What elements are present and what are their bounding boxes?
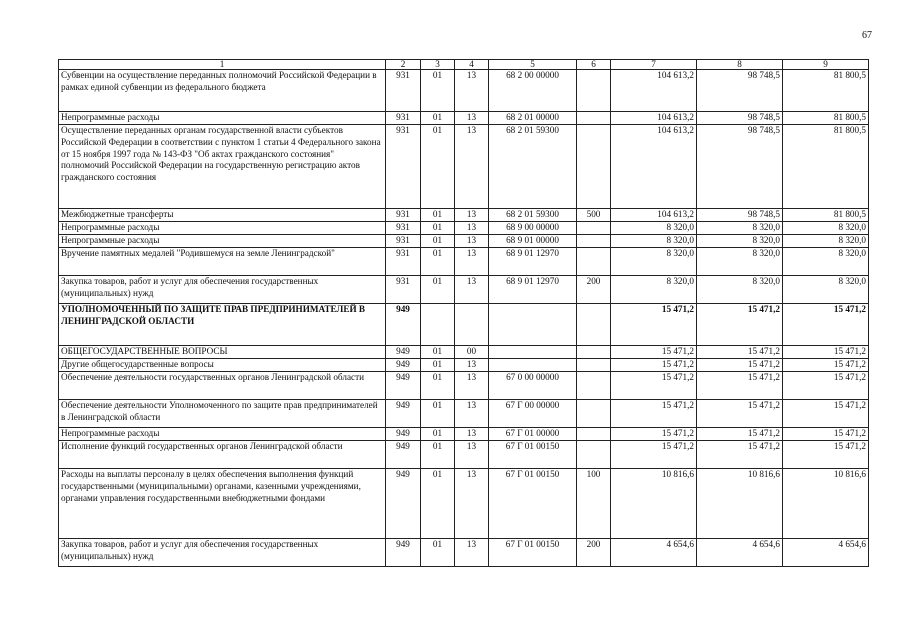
row-name-cell: Осуществление переданных органам государственной власти субъектов Российской Федерации в соответствии с пунктом 1 статьи 4 Федерального закона от 15 ноября 1997 года № 143-ФЗ "Об актах гражданского состояния" полномочий Российской Федерации на государственную регистрацию актов гражданского состояния: [59, 125, 386, 209]
section-cell: [421, 304, 455, 346]
amount-year2-cell: 15 471,2: [697, 304, 783, 346]
row-name-cell: Непрограммные расходы: [59, 428, 386, 441]
section-cell: 01: [421, 441, 455, 469]
amount-year1-cell: 15 471,2: [611, 359, 697, 372]
subsection-cell: 13: [455, 248, 489, 276]
amount-year2-cell: 8 320,0: [697, 276, 783, 304]
target-article-cell: 67 Г 01 00150: [489, 539, 577, 567]
code-admin-cell: 949: [386, 304, 421, 346]
amount-year3-cell: 8 320,0: [783, 222, 869, 235]
amount-year2-cell: 98 748,5: [697, 112, 783, 125]
table-row: [59, 222, 869, 235]
amount-year1-cell: 10 816,6: [611, 469, 697, 539]
section-cell: 01: [421, 372, 455, 400]
table-row: [59, 441, 869, 469]
section-cell: 01: [421, 400, 455, 428]
amount-year1-cell: 15 471,2: [611, 346, 697, 359]
amount-year1-cell: 8 320,0: [611, 222, 697, 235]
subsection-cell: 13: [455, 235, 489, 248]
row-name-cell: Субвенции на осуществление переданных полномочий Российской Федерации в рамках единой субвенции из федерального бюджета: [59, 70, 386, 112]
section-cell: 01: [421, 70, 455, 112]
amount-year2-cell: 8 320,0: [697, 222, 783, 235]
code-admin-cell: 949: [386, 359, 421, 372]
amount-year1-cell: 15 471,2: [611, 428, 697, 441]
column-header: 1: [59, 60, 386, 70]
amount-year1-cell: 8 320,0: [611, 248, 697, 276]
table-row: [59, 359, 869, 372]
code-admin-cell: 931: [386, 222, 421, 235]
table-row: [59, 209, 869, 222]
subsection-cell: 13: [455, 359, 489, 372]
amount-year2-cell: 98 748,5: [697, 70, 783, 112]
amount-year1-cell: 15 471,2: [611, 372, 697, 400]
table-row: [59, 276, 869, 304]
expense-type-cell: [577, 125, 611, 209]
amount-year2-cell: 15 471,2: [697, 441, 783, 469]
expense-type-cell: [577, 359, 611, 372]
expense-type-cell: 200: [577, 276, 611, 304]
section-cell: 01: [421, 125, 455, 209]
row-name-cell: Непрограммные расходы: [59, 112, 386, 125]
expense-type-cell: 200: [577, 539, 611, 567]
amount-year1-cell: 8 320,0: [611, 276, 697, 304]
amount-year3-cell: 81 800,5: [783, 125, 869, 209]
section-cell: 01: [421, 359, 455, 372]
column-header: 9: [783, 60, 869, 70]
column-header: 8: [697, 60, 783, 70]
target-article-cell: [489, 359, 577, 372]
subsection-cell: [455, 304, 489, 346]
column-header: 4: [455, 60, 489, 70]
column-header: 7: [611, 60, 697, 70]
amount-year3-cell: 15 471,2: [783, 400, 869, 428]
row-name-cell: Обеспечение деятельности государственных органов Ленинградской области: [59, 372, 386, 400]
expense-type-cell: [577, 248, 611, 276]
expense-type-cell: [577, 235, 611, 248]
target-article-cell: 67 0 00 00000: [489, 372, 577, 400]
amount-year2-cell: 98 748,5: [697, 125, 783, 209]
subsection-cell: 00: [455, 346, 489, 359]
amount-year2-cell: 8 320,0: [697, 235, 783, 248]
expense-type-cell: 100: [577, 469, 611, 539]
subsection-cell: 13: [455, 70, 489, 112]
section-cell: 01: [421, 469, 455, 539]
section-cell: 01: [421, 346, 455, 359]
column-header: 2: [386, 60, 421, 70]
subsection-cell: 13: [455, 222, 489, 235]
table-row: [59, 539, 869, 567]
subsection-cell: 13: [455, 441, 489, 469]
expense-type-cell: [577, 304, 611, 346]
amount-year2-cell: 98 748,5: [697, 209, 783, 222]
section-cell: 01: [421, 539, 455, 567]
section-cell: 01: [421, 209, 455, 222]
table-row: [59, 235, 869, 248]
code-admin-cell: 931: [386, 276, 421, 304]
target-article-cell: 68 2 00 00000: [489, 70, 577, 112]
section-cell: 01: [421, 112, 455, 125]
code-admin-cell: 931: [386, 112, 421, 125]
code-admin-cell: 931: [386, 125, 421, 209]
table-row: [59, 469, 869, 539]
subsection-cell: 13: [455, 428, 489, 441]
amount-year3-cell: 10 816,6: [783, 469, 869, 539]
column-header: 5: [489, 60, 577, 70]
row-name-cell: Закупка товаров, работ и услуг для обеспечения государственных (муниципальных) нужд: [59, 539, 386, 567]
row-name-cell: Закупка товаров, работ и услуг для обеспечения государственных (муниципальных) нужд: [59, 276, 386, 304]
amount-year3-cell: 8 320,0: [783, 248, 869, 276]
row-name-cell: Непрограммные расходы: [59, 235, 386, 248]
target-article-cell: 67 Г 01 00000: [489, 428, 577, 441]
amount-year2-cell: 4 654,6: [697, 539, 783, 567]
target-article-cell: [489, 304, 577, 346]
target-article-cell: 68 2 01 59300: [489, 209, 577, 222]
amount-year2-cell: 15 471,2: [697, 372, 783, 400]
table-row: [59, 248, 869, 276]
column-header: 3: [421, 60, 455, 70]
amount-year3-cell: 4 654,6: [783, 539, 869, 567]
budget-table: [58, 59, 869, 567]
section-cell: 01: [421, 276, 455, 304]
target-article-cell: 67 Г 01 00150: [489, 441, 577, 469]
table-row: [59, 346, 869, 359]
code-admin-cell: 931: [386, 248, 421, 276]
amount-year3-cell: 15 471,2: [783, 441, 869, 469]
amount-year1-cell: 15 471,2: [611, 304, 697, 346]
amount-year1-cell: 104 613,2: [611, 209, 697, 222]
code-admin-cell: 949: [386, 469, 421, 539]
target-article-cell: 67 Г 01 00150: [489, 469, 577, 539]
expense-type-cell: [577, 400, 611, 428]
row-name-cell: Исполнение функций государственных органов Ленинградской области: [59, 441, 386, 469]
target-article-cell: 68 2 01 59300: [489, 125, 577, 209]
code-admin-cell: 949: [386, 441, 421, 469]
amount-year1-cell: 8 320,0: [611, 235, 697, 248]
amount-year2-cell: 15 471,2: [697, 400, 783, 428]
section-cell: 01: [421, 428, 455, 441]
row-name-cell: УПОЛНОМОЧЕННЫЙ ПО ЗАЩИТЕ ПРАВ ПРЕДПРИНИМАТЕЛЕЙ В ЛЕНИНГРАДСКОЙ ОБЛАСТИ: [59, 304, 386, 346]
target-article-cell: [489, 346, 577, 359]
expense-type-cell: [577, 372, 611, 400]
amount-year2-cell: 15 471,2: [697, 359, 783, 372]
code-admin-cell: 931: [386, 235, 421, 248]
page-number: 67: [862, 30, 872, 41]
code-admin-cell: 931: [386, 70, 421, 112]
code-admin-cell: 949: [386, 428, 421, 441]
subsection-cell: 13: [455, 209, 489, 222]
amount-year2-cell: 15 471,2: [697, 346, 783, 359]
amount-year2-cell: 10 816,6: [697, 469, 783, 539]
expense-type-cell: [577, 70, 611, 112]
column-header: 6: [577, 60, 611, 70]
table-row: [59, 428, 869, 441]
code-admin-cell: 949: [386, 372, 421, 400]
expense-type-cell: [577, 112, 611, 125]
expense-type-cell: 500: [577, 209, 611, 222]
subsection-cell: 13: [455, 400, 489, 428]
header-row: [59, 60, 869, 70]
row-name-cell: Вручение памятных медалей "Родившемуся на земле Ленинградской": [59, 248, 386, 276]
amount-year1-cell: 104 613,2: [611, 112, 697, 125]
subsection-cell: 13: [455, 125, 489, 209]
code-admin-cell: 931: [386, 209, 421, 222]
amount-year3-cell: 15 471,2: [783, 304, 869, 346]
amount-year2-cell: 8 320,0: [697, 248, 783, 276]
subsection-cell: 13: [455, 539, 489, 567]
amount-year3-cell: 15 471,2: [783, 359, 869, 372]
table-row: [59, 372, 869, 400]
subsection-cell: 13: [455, 112, 489, 125]
subsection-cell: 13: [455, 372, 489, 400]
amount-year3-cell: 81 800,5: [783, 112, 869, 125]
subsection-cell: 13: [455, 276, 489, 304]
amount-year3-cell: 81 800,5: [783, 70, 869, 112]
row-name-cell: Межбюджетные трансферты: [59, 209, 386, 222]
row-name-cell: Обеспечение деятельности Уполномоченного по защите прав предпринимателей в Ленинградской области: [59, 400, 386, 428]
amount-year1-cell: 104 613,2: [611, 70, 697, 112]
row-name-cell: Непрограммные расходы: [59, 222, 386, 235]
amount-year1-cell: 15 471,2: [611, 441, 697, 469]
section-cell: 01: [421, 222, 455, 235]
amount-year3-cell: 8 320,0: [783, 276, 869, 304]
row-name-cell: ОБЩЕГОСУДАРСТВЕННЫЕ ВОПРОСЫ: [59, 346, 386, 359]
amount-year3-cell: 81 800,5: [783, 209, 869, 222]
expense-type-cell: [577, 441, 611, 469]
section-cell: 01: [421, 235, 455, 248]
target-article-cell: 68 9 01 12970: [489, 248, 577, 276]
amount-year1-cell: 4 654,6: [611, 539, 697, 567]
amount-year1-cell: 104 613,2: [611, 125, 697, 209]
code-admin-cell: 949: [386, 400, 421, 428]
expense-type-cell: [577, 428, 611, 441]
target-article-cell: 68 9 01 12970: [489, 276, 577, 304]
expense-type-cell: [577, 222, 611, 235]
target-article-cell: 68 9 01 00000: [489, 235, 577, 248]
target-article-cell: 68 9 00 00000: [489, 222, 577, 235]
amount-year3-cell: 15 471,2: [783, 346, 869, 359]
amount-year2-cell: 15 471,2: [697, 428, 783, 441]
amount-year1-cell: 15 471,2: [611, 400, 697, 428]
table-row: [59, 112, 869, 125]
section-cell: 01: [421, 248, 455, 276]
amount-year3-cell: 8 320,0: [783, 235, 869, 248]
target-article-cell: 67 Г 00 00000: [489, 400, 577, 428]
code-admin-cell: 949: [386, 346, 421, 359]
row-name-cell: Расходы на выплаты персоналу в целях обеспечения выполнения функций государственными (муниципальными) органами, казенными учреждениями, органами управления государственными внебюджетными фондами: [59, 469, 386, 539]
expense-type-cell: [577, 346, 611, 359]
subsection-cell: 13: [455, 469, 489, 539]
table-row: [59, 400, 869, 428]
table-row: [59, 125, 869, 209]
row-name-cell: Другие общегосударственные вопросы: [59, 359, 386, 372]
target-article-cell: 68 2 01 00000: [489, 112, 577, 125]
amount-year3-cell: 15 471,2: [783, 372, 869, 400]
table-row: [59, 70, 869, 112]
amount-year3-cell: 15 471,2: [783, 428, 869, 441]
code-admin-cell: 949: [386, 539, 421, 567]
table-row: [59, 304, 869, 346]
